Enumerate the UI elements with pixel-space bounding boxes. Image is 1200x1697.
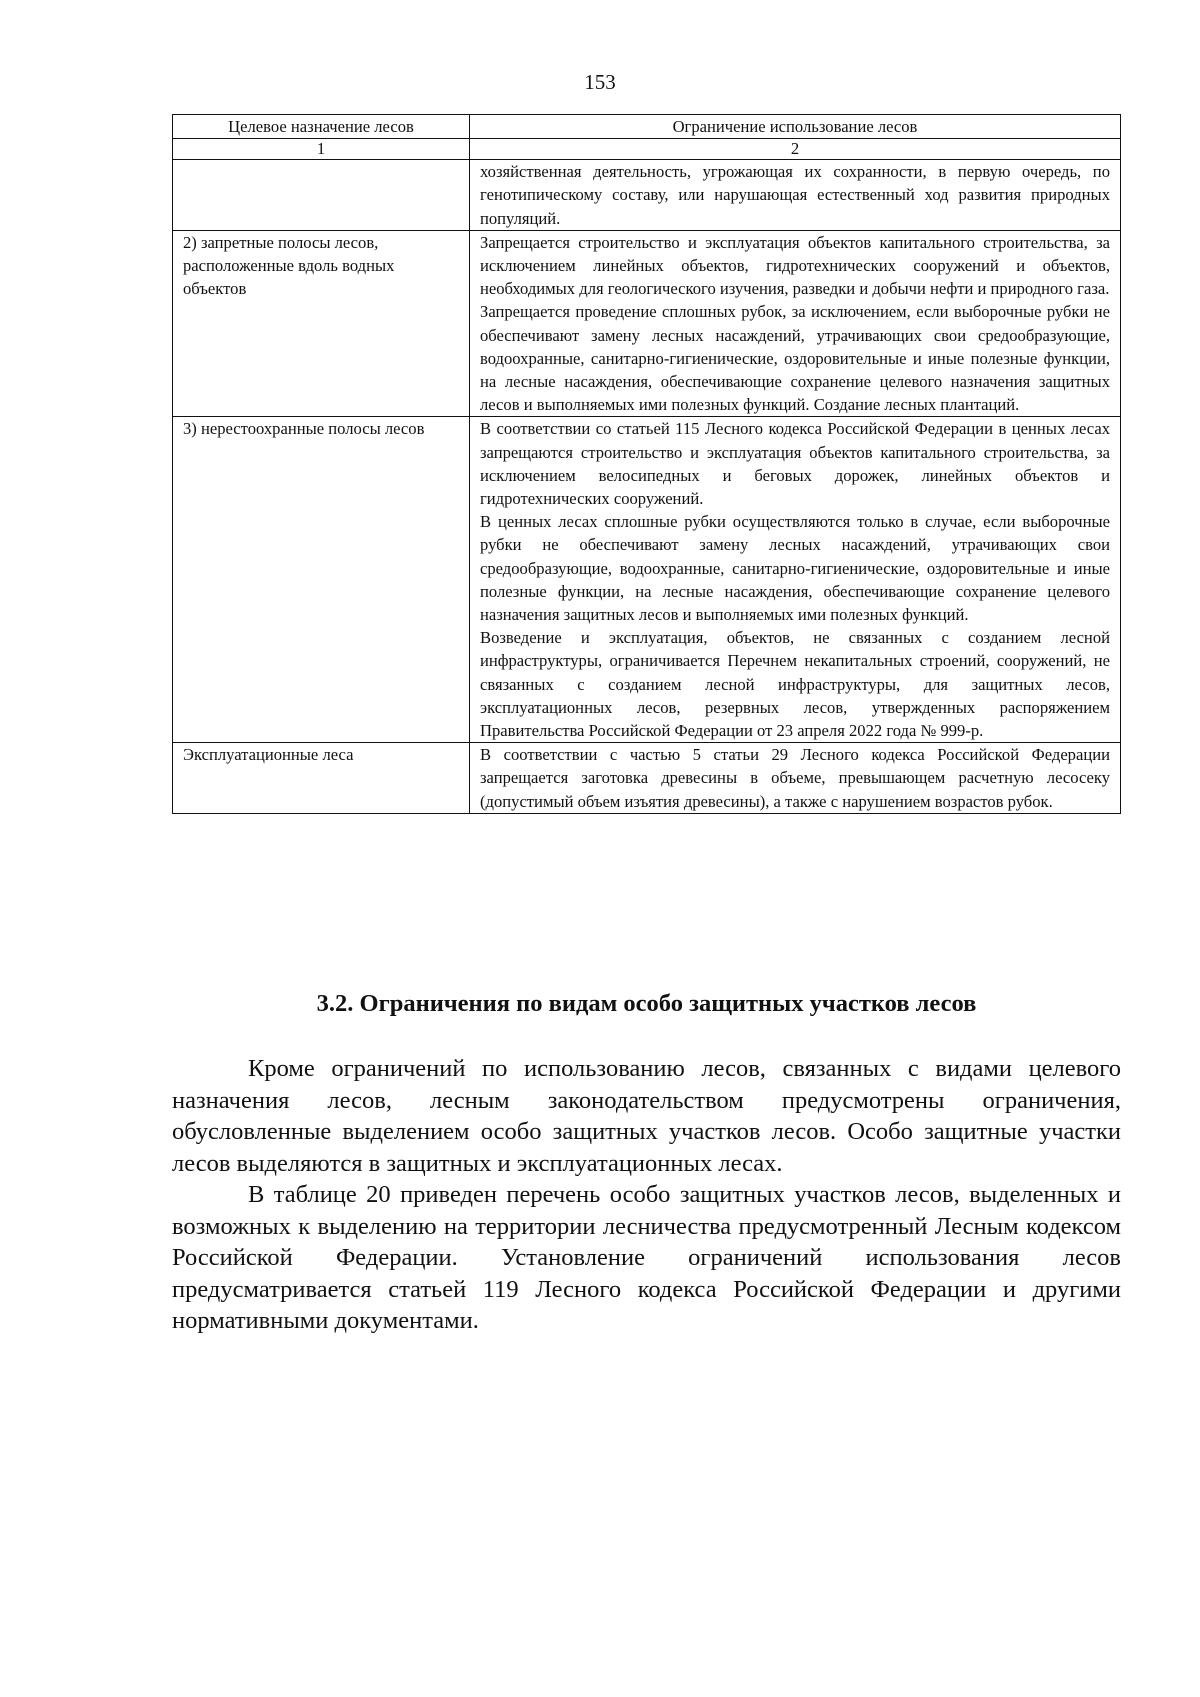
forest-restrictions-table [172,114,1121,814]
column-header-restriction: Ограничение использование лесов [470,115,1121,139]
table-row [173,743,1121,814]
table-row [173,160,1121,231]
table-header-row [173,115,1121,139]
body-paragraph: В таблице 20 приведен перечень особо защитных участков лесов, выделенных и возможных к выделению на территории лесничества предусмотренный Лесным кодексом Российской Федерации. Установление ограничений использования лесов предусматривается статьей 119 Лесного кодекса Российской Федерации и другими нормативными документами. [172,1181,1121,1334]
restriction-cell [470,743,1121,814]
purpose-cell [173,160,470,231]
restriction-paragraph: В ценных лесах сплошные рубки осуществляются только в случае, если выборочные рубки не обеспечивают замену лесных насаждений, утрачивающих свои средообразующие, водоохранные, санитарно-гигиенические, оздоровительные и иные полезные функции, на лесные насаждения, обеспечивающие сохранение целевого назначения защитных лесов и выполняемых ими полезных функций. [480,512,1110,625]
restriction-paragraph: Запрещается проведение сплошных рубок, за исключением, если выборочные рубки не обеспечивают замену лесных насаждений, утрачивающих свои средообразующие, водоохранные, санитарно-гигиенические, оздоровительные и иные полезные функции, на лесные насаждения, обеспечивающие сохранение целевого назначения защитных лесов и выполняемых ими полезных функций. Создание лесных плантаций. [480,302,1110,415]
column-number-2: 2 [470,139,1121,160]
purpose-cell: 2) запретные полосы лесов, расположенные вдоль водных объектов [173,230,470,417]
column-header-purpose: Целевое назначение лесов [173,115,470,139]
section-body [172,1053,1121,1337]
restriction-cell [470,417,1121,743]
restriction-paragraph: Запрещается строительство и эксплуатация объектов капитального строительства, за исключением линейных объектов, гидротехнических сооружений и объектов, необходимых для геологического изучения, разведки и добычи нефти и природного газа. [480,232,1110,299]
column-number-row [173,139,1121,160]
table-row [173,230,1121,417]
restriction-paragraph: хозяйственная деятельность, угрожающая их сохранности, в первую очередь, по генотипическому составу, или нарушающая естественный ход развития природных популяций. [480,162,1110,228]
restriction-paragraph: В соответствии с частью 5 статьи 29 Лесного кодекса Российской Федерации запрещается заготовка древесины в объеме, превышающем расчетную лесосеку (допустимый объем изъятия древесины), а также с нарушением возрастов рубок. [480,745,1110,811]
section-heading: 3.2. Ограничения по видам особо защитных участков лесов [316,990,977,1017]
restriction-cell [470,230,1121,417]
body-paragraph: Кроме ограничений по использованию лесов, связанных с видами целевого назначения лесов, лесным законодательством предусмотрены ограничения, обусловленные выделением особо защитных участков лесов. Особо защитные участки лесов выделяются в защитных и эксплуатационных лесах. [172,1055,1121,1177]
table-row [173,417,1121,743]
purpose-cell: Эксплуатационные леса [173,743,470,814]
restriction-paragraph: В соответствии со статьей 115 Лесного кодекса Российской Федерации в ценных лесах запрещаются строительство и эксплуатация объектов капитального строительства, за исключением велосипедных и беговых дорожек, линейных объектов и гидротехнических сооружений. [480,419,1110,509]
restriction-paragraph: Возведение и эксплуатация, объектов, не связанных с созданием лесной инфраструктуры, ограничивается Перечнем некапитальных строений, сооружений, не связанных с созданием лесной инфраструктуры, для защитных лесов, эксплуатационных лесов, резервных лесов, утвержденных распоряжением Правительства Российской Федерации от 23 апреля 2022 года № 999-р. [480,628,1110,741]
restriction-cell [470,160,1121,231]
purpose-cell: 3) нерестоохранные полосы лесов [173,417,470,743]
column-number-1: 1 [173,139,470,160]
page-number: 153 [584,70,616,94]
